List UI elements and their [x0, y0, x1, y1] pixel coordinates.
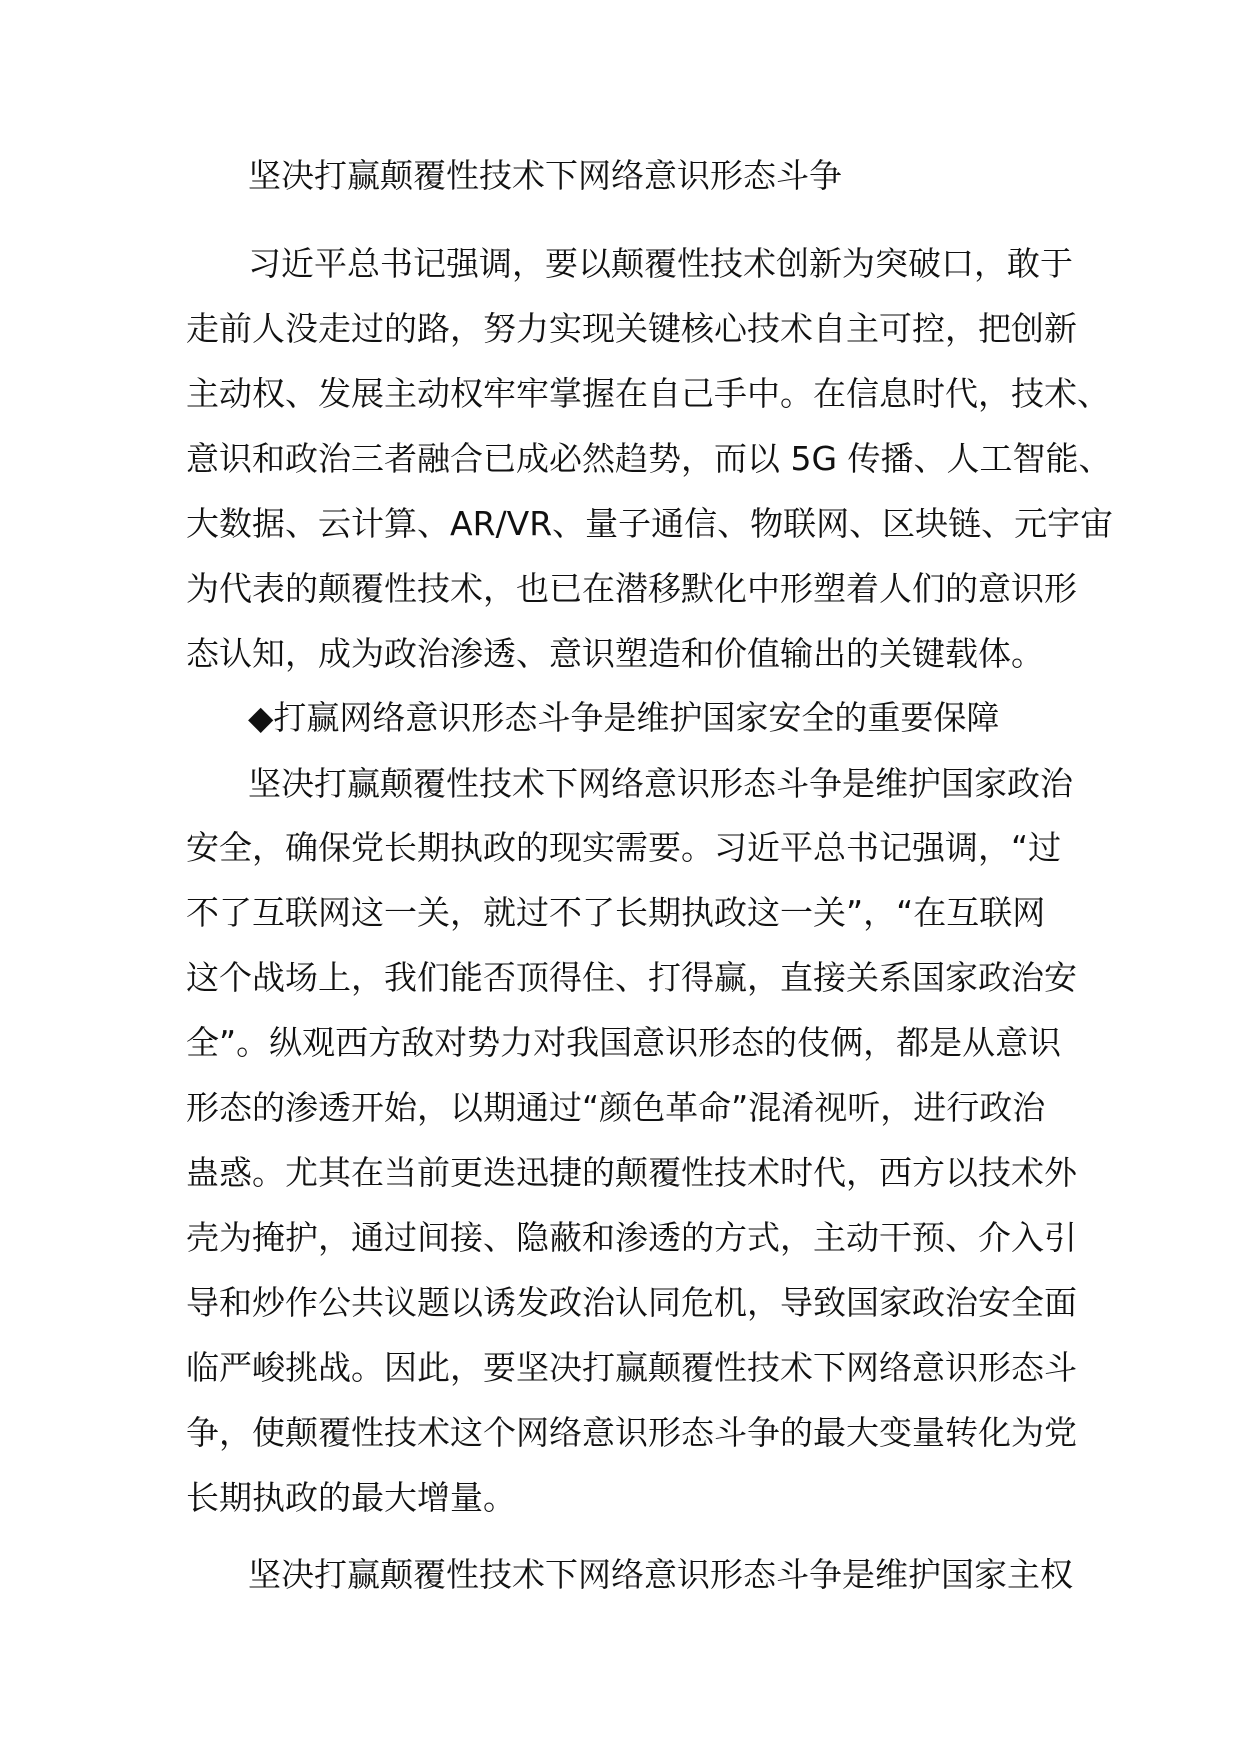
paragraph-line: 大数据、云计算、AR/VR、量子通信、物联网、区块链、元宇宙 — [186, 504, 1114, 543]
paragraph-line: 导和炒作公共议题以诱发政治认同危机，导致国家政治安全面 — [186, 1283, 1077, 1322]
section-heading: ◆打赢网络意识形态斗争是维护国家安全的重要保障 — [248, 698, 1000, 737]
paragraph-line: 坚决打赢颠覆性技术下网络意识形态斗争是维护国家主权 — [248, 1555, 1073, 1594]
paragraph-line: 不了互联网这一关，就过不了长期执政这一关”，“在互联网 — [186, 893, 1046, 932]
paragraph-line: 习近平总书记强调，要以颠覆性技术创新为突破口，敢于 — [248, 244, 1073, 283]
paragraph-line: 坚决打赢颠覆性技术下网络意识形态斗争是维护国家政治 — [248, 764, 1073, 803]
paragraph-line: 壳为掩护，通过间接、隐蔽和渗透的方式，主动干预、介入引 — [186, 1218, 1077, 1257]
paragraph-line: 主动权、发展主动权牢牢掌握在自己手中。在信息时代，技术、 — [186, 374, 1110, 413]
paragraph-line: 意识和政治三者融合已成必然趋势，而以 5G 传播、人工智能、 — [186, 439, 1112, 478]
paragraph-line: 这个战场上，我们能否顶得住、打得赢，直接关系国家政治安 — [186, 958, 1077, 997]
paragraph-line: 形态的渗透开始，以期通过“颜色革命”混淆视听，进行政治 — [186, 1088, 1046, 1127]
paragraph-line: 态认知，成为政治渗透、意识塑造和价值输出的关键载体。 — [186, 634, 1044, 673]
paragraph-line: 为代表的颠覆性技术，也已在潜移默化中形塑着人们的意识形 — [186, 569, 1077, 608]
paragraph-line: 临严峻挑战。因此，要坚决打赢颠覆性技术下网络意识形态斗 — [186, 1348, 1077, 1387]
paragraph-line: 蛊惑。尤其在当前更迭迅捷的颠覆性技术时代，西方以技术外 — [186, 1153, 1077, 1192]
paragraph-line: 全”。纵观西方敌对势力对我国意识形态的伎俩，都是从意识 — [186, 1023, 1062, 1062]
paragraph-line: 长期执政的最大增量。 — [186, 1478, 516, 1517]
paragraph-line: 走前人没走过的路，努力实现关键核心技术自主可控，把创新 — [186, 309, 1077, 348]
paragraph-line: 安全，确保党长期执政的现实需要。习近平总书记强调，“过 — [186, 828, 1062, 867]
paragraph-line: 争，使颠覆性技术这个网络意识形态斗争的最大变量转化为党 — [186, 1413, 1077, 1452]
document-title: 坚决打赢颠覆性技术下网络意识形态斗争 — [248, 156, 842, 195]
